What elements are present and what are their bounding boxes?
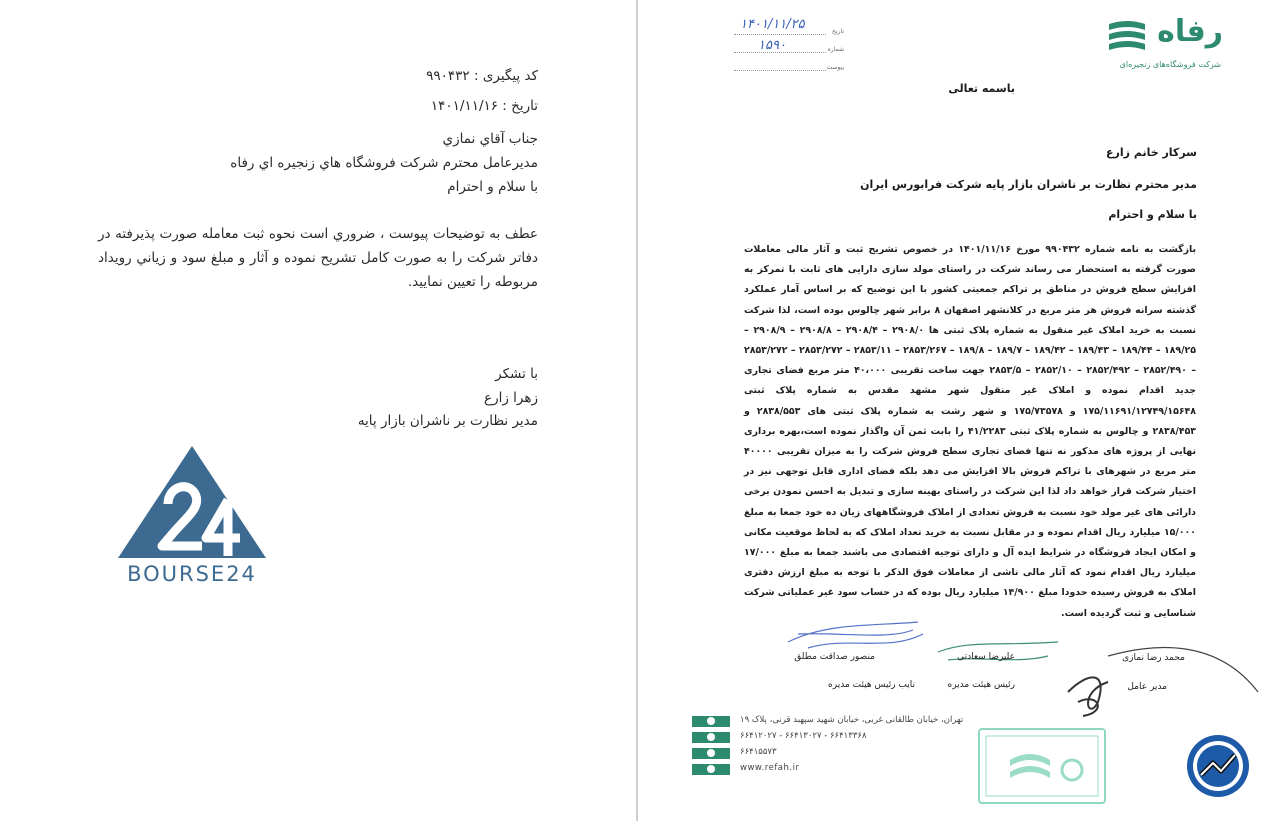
company-seal-stamp <box>978 728 1106 804</box>
right-page-letter <box>638 0 1275 821</box>
stamp-attachment-label: پیوست <box>826 64 844 71</box>
greeting: با سلام و احترام <box>1108 208 1197 221</box>
greeting: با سلام و احترام <box>447 179 538 195</box>
fax-icon <box>692 748 730 759</box>
stamp-number-label: شماره <box>827 46 844 53</box>
signature-title-vice-chairman: نایب رئیس هیئت مدیره <box>828 680 915 690</box>
signer-title: مدير نظارت بر ناشران بازار پايه <box>357 413 538 429</box>
stamp-date-value: ۱۴۰۱/۱۱/۲۵ <box>740 17 805 32</box>
footer-contacts <box>692 715 964 780</box>
signature-title-ceo: مدیر عامل <box>1127 682 1167 692</box>
footer-fax: ۶۶۴۱۵۵۷۳ <box>740 747 777 757</box>
addressee-title: مديرعامل محترم شرکت فروشگاه هاي زنجيره اي رفاه <box>230 155 538 171</box>
seal-icon <box>980 730 1104 802</box>
refah-logo <box>1113 12 1223 74</box>
globe-icon <box>692 764 730 775</box>
addressee: جناب آقاي نمازي <box>442 131 538 147</box>
footer-address-row <box>692 715 964 728</box>
addressee-title: مدیر محترم نظارت بر ناشران بازار پایه شرکت فرابورس ایران <box>860 178 1197 191</box>
closing: با تشکر <box>495 366 538 382</box>
footer-address: تهران، خیابان طالقانی غربی، خیابان شهید سپهبد قرنی، پلاک ۱۹ <box>740 715 964 725</box>
footer-fax-row <box>692 748 952 760</box>
trend-chart-icon <box>1185 733 1251 799</box>
notice-paragraph: عطف به توضيحات پيوست ، ضروري است نحوه ثبت معامله صورت پذيرفته در دفاتر شرکت را به صورت کامل تشريح نموده و آثار و مبلغ سود و زياني رويداد مربوطه را تعيين نماييد. <box>98 226 538 290</box>
bourse24-wordmark: BOURSE24 <box>127 562 257 586</box>
refah-logo-subtitle: شرکت فروشگاه‌های زنجیره‌ای <box>1119 60 1221 69</box>
refah-logo-name: رفاه <box>1157 14 1223 49</box>
letter-heading: باسمه تعالی <box>948 82 1015 95</box>
footer-website-row <box>692 764 952 776</box>
phone-icon <box>692 732 730 743</box>
signature-name-ceo: محمد رضا نمازی <box>1122 653 1185 663</box>
left-page-notice <box>0 0 636 821</box>
refah-stripes-icon <box>1107 18 1147 58</box>
letter-date: تاریخ : ۱۴۰۱/۱۱/۱۶ <box>430 98 538 114</box>
stamp-number-value: ۱۵۹۰ <box>758 38 786 53</box>
stamp-date-label: تاریخ <box>832 28 844 35</box>
bourse-watermark-badge <box>1185 733 1251 799</box>
signature-name-vice-chairman: منصور صداقت مطلق <box>794 652 875 662</box>
footer-phone-row <box>692 732 952 744</box>
date-number-stamp <box>734 14 844 76</box>
footer-phones: ۶۶۴۱۲۰۲۷ - ۶۶۴۱۳۰۲۷ - ۶۶۴۱۳۳۶۸ <box>740 731 867 741</box>
signature-name-chairman: علیرضا سعادتی <box>957 652 1015 662</box>
signer-name: زهرا زارع <box>484 390 538 406</box>
signature-title-chairman: رئیس هیئت مدیره <box>947 680 1015 690</box>
tracking-code: کد پیگیری : ۹۹۰۴۳۲ <box>426 68 538 84</box>
signature-scribbles-icon <box>638 612 1275 732</box>
letter-body: بازگشت به نامه شماره ۹۹۰۴۳۲ مورخ ۱۴۰۱/۱۱/۱۶ در خصوص تشریح ثبت و آثار مالی معاملات صورت گرفته به استحضار می رساند شرکت در راستای مولد سازی دارایی های ثابت با تمرکز به افزایش سطح فروش در مناطق پر تراکم جمعیتی کشور با این توضیح که بر اساس آمار عملکرد گذشته سرانه فروش هر متر مربع در کلانشهر اصفهان ۸ برابر شهر چالوس بوده است، لذا شرکت نسبت به خرید املاک غیر منقول به شماره پلاک ثبتی ها ۲۹۰۸/۰ – ۲۹۰۸/۴ – ۲۹۰۸/۸ – ۲۹۰۸/۹ – ۱۸۹/۲۵ – ۱۸۹/۴۴ – ۱۸۹/۴۳ – ۱۸۹/۴۲ – ۱۸۹/۷ – ۱۸۹/۸ – ۲۸۵۳/۲۶۷ – ۲۸۵۳/۱۱ – ۲۸۵۳/۲۷۲ – ۲۸۵۳/۲۷۲ – ۲۸۵۲/۴۹۰ – ۲۸۵۲/۴۹۲ – ۲۸۵۲/۱۰ – ۲۸۵۳/۵ جهت ساخت تقریبی ۴۰،۰۰۰ متر مربع فضای تجاری جدید اقدام نموده و املاک غیر منقول شهر مشهد مقدس به شماره پلاک ثبتی ۱۷۵/۱۱۶۹۱/۱۲۷۴۹/۱۵۶۴۸ و ۱۷۵/۷۳۵۷۸ و شهر رشت به شماره پلاک ثبتی های ۲۸۳۸/۵۵۳ و ۲۸۳۸/۴۵۳ و چالوس به شماره پلاک ثبتی ۴۱/۲۲۸۳ را بابت ثمن آن واگذار نموده است،بهره برداری نهایی از پروژه های مذکور نه تنها فضای تجاری سطح فروش شرکت را به میزان تقریبی ۴۰۰۰۰ متر مربع در شهرهای با تراکم فروش بالا افزایش می دهد بلکه فضای اداری قابل توجهی نیز در اختیار شرکت قرار خواهد داد لذا این شرکت در راستای بهینه سازی و تبدیل به احسن نمودن برخی دارائی های غیر مولد خود نسبت به فروش تعدادی از املاک فروشگاههای زیان ده خود جمعا به مبلغ ۱۵/۰۰۰ میلیارد ریال اقدام نموده و در مقابل نسبت به خرید تعداد املاک که به لحاظ موقعیت مکانی و امکان ایجاد فروشگاه در شرایط ایده آل و دارای توجیه اقتصادی می باشند جمعا به مبلغ ۱۷/۰۰۰ میلیارد ریال اقدام نمود که آثار مالی ناشی از معاملات فوق الذکر با توجه به مبلغ ارزش دفتری املاک به فروش رسیده حدودا مبلغ ۱۴/۹۰۰ میلیارد ریال بوده که در حساب سود غیر عملیاتی شرکت شناسایی و ثبت گردیده است. <box>744 244 1197 619</box>
footer-website: www.refah.ir <box>740 763 800 773</box>
bourse24-mark-icon <box>116 442 268 562</box>
addressee: سرکار خانم زارع <box>1106 146 1197 159</box>
location-icon <box>692 716 730 727</box>
